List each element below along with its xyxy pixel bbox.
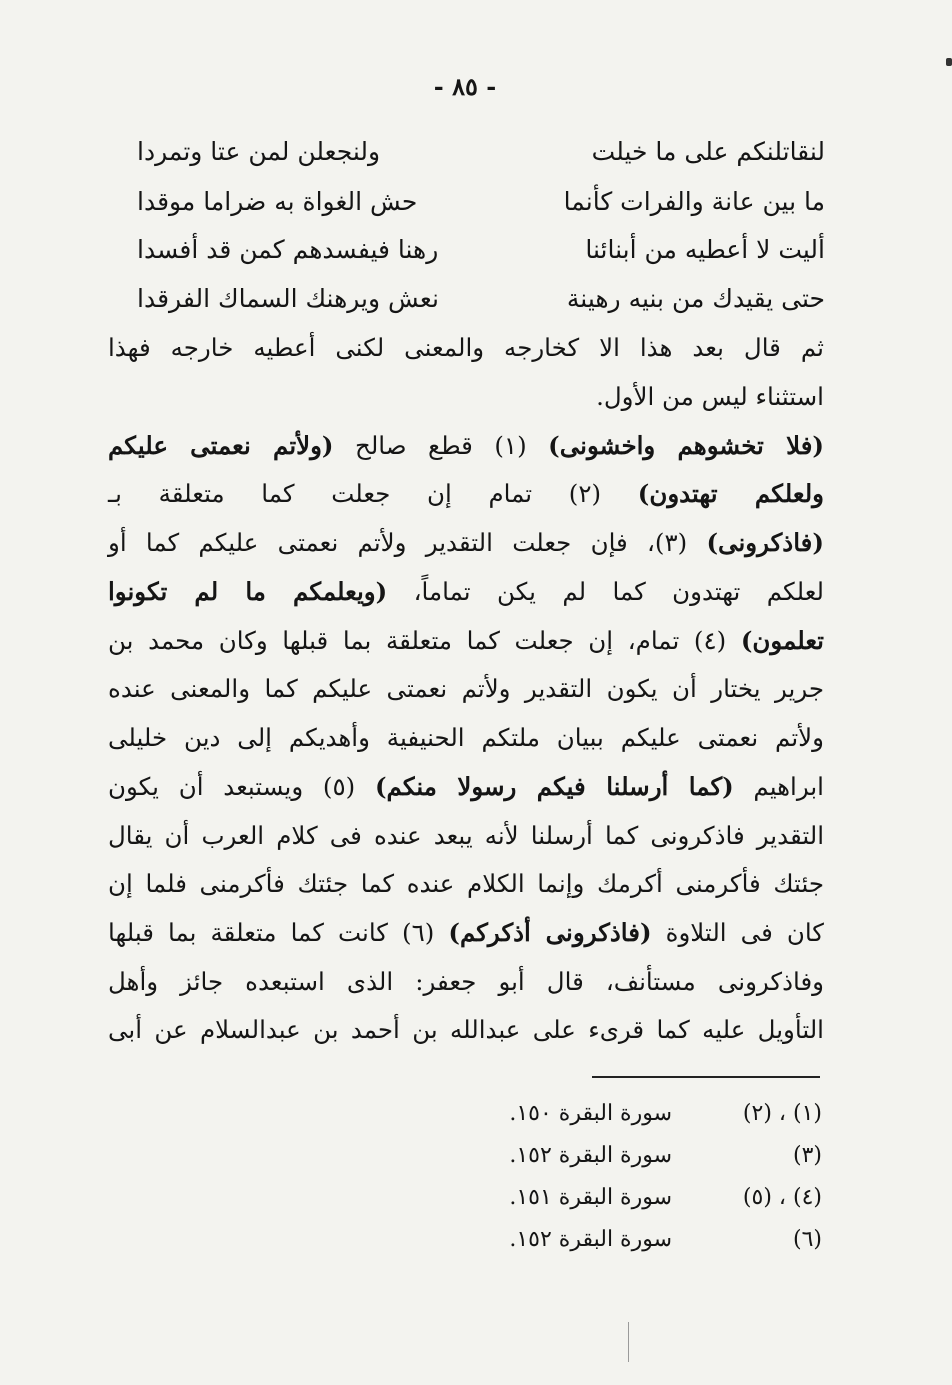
prose-text: (٤) تمام، إن جعلت كما متعلقة بما قبلها وكان محمد بن xyxy=(108,626,741,655)
poem-verse xyxy=(125,275,825,323)
prose-text: (٣)، فإن جعلت التقدير ولأتم نعمتى عليكم كما أو xyxy=(108,528,707,557)
prose-line xyxy=(108,1006,824,1055)
footnote-text: سورة البقرة ١٥١. xyxy=(509,1185,672,1210)
quran-quote: (كما أرسلنا فيكم رسولا منكم) xyxy=(374,772,734,801)
verse-first-hemistich: حتى يقيدك من بنيه رهينة xyxy=(566,284,825,313)
prose-line xyxy=(108,373,824,422)
prose-text: (٦) كانت كما متعلقة بما قبلها xyxy=(108,918,449,947)
prose-line xyxy=(108,860,824,909)
prose-text: وفاذكرونى مستأنف، قال أبو جعفر: الذى استبعده جائز وأهل xyxy=(108,967,824,996)
prose-text: التقدير فاذكرونى كما أرسلنا لأنه يبعد عنده فى كلام العرب أن يقال xyxy=(108,821,824,850)
quran-quote: (ولأتم نعمتى عليكم xyxy=(108,431,334,460)
prose-line xyxy=(108,665,824,714)
footnote xyxy=(460,1136,822,1176)
verse-second-hemistich: ولنجعلن لمن عتا وتمردا xyxy=(137,137,381,166)
footnote-ref: (٦) xyxy=(792,1227,822,1252)
prose-line xyxy=(108,714,824,763)
verse-second-hemistich: نعش ويرهنك السماك الفرقدا xyxy=(137,284,439,313)
footnote xyxy=(460,1094,822,1134)
footnote xyxy=(460,1178,822,1218)
scan-speck xyxy=(946,58,952,66)
prose-line xyxy=(108,909,824,958)
prose-text: (٢) تمام إن جعلت كما متعلقة بـ xyxy=(108,479,638,508)
prose-line xyxy=(108,617,824,666)
verse-first-hemistich: ما بين عانة والفرات كأنما xyxy=(563,187,825,216)
page-number: - ٨٥ - xyxy=(433,72,497,101)
footnote-text: سورة البقرة ١٥٢. xyxy=(509,1227,672,1252)
prose-line xyxy=(108,958,824,1007)
prose-text: التأويل عليه كما قرىء على عبدالله بن أحمد بن عبدالسلام عن أبى xyxy=(108,1015,824,1044)
prose-text: ثم قال بعد هذا الا كخارجه والمعنى لكنى أعطيه خارجه فهذا xyxy=(108,333,824,362)
footnote-ref: (٣) xyxy=(792,1143,822,1168)
footnote-ref: (٤) ، (٥) xyxy=(742,1185,822,1210)
quran-quote: (فاذكرونى أذكركم) xyxy=(448,918,652,947)
verse-first-hemistich: أليت لا أعطيه من أبنائنا xyxy=(585,235,825,264)
prose-text: (١) قطع صالح xyxy=(333,431,549,460)
scan-mark xyxy=(628,1322,629,1362)
footnote-text: سورة البقرة ١٥٠. xyxy=(509,1101,672,1126)
prose-text: كان فى التلاوة xyxy=(651,918,824,947)
prose-line xyxy=(108,422,824,471)
prose-text: ولأتم نعمتى عليكم ببيان ملتكم الحنيفية وأهديكم إلى دين خليلى xyxy=(108,723,824,752)
verse-second-hemistich: رهنا فيفسدهم كمن قد أفسدا xyxy=(137,235,439,264)
prose-text: ابراهيم xyxy=(733,772,824,801)
prose-line xyxy=(108,519,824,568)
footnote-ref: (١) ، (٢) xyxy=(742,1101,822,1126)
prose-line xyxy=(108,470,824,519)
verse-first-hemistich: لنقاتلنكم على ما خيلت xyxy=(591,137,825,166)
footnote xyxy=(460,1220,822,1260)
poem-verse xyxy=(125,226,825,274)
quran-quote: ولعلكم تهتدون) xyxy=(637,479,824,508)
prose-text: استثناء ليس من الأول. xyxy=(596,382,824,411)
poem-verse xyxy=(125,178,825,226)
prose-text: جئتك فأكرمنى أكرمك وإنما الكلام عنده كما جئتك فأكرمنى فلما إن xyxy=(108,869,824,898)
prose-line xyxy=(108,324,824,373)
prose-text: (٥) ويستبعد أن يكون xyxy=(108,772,375,801)
quran-quote: (فاذكرونى) xyxy=(706,528,824,557)
prose-line xyxy=(108,568,824,617)
prose-text: لعلكم تهتدون كما لم يكن تماماً، xyxy=(387,577,824,606)
prose-line xyxy=(108,763,824,812)
prose-line xyxy=(108,812,824,861)
footnote-text: سورة البقرة ١٥٢. xyxy=(509,1143,672,1168)
quran-quote: (ويعلمكم ما لم تكونوا xyxy=(108,577,388,606)
poem-verse xyxy=(125,128,825,176)
quran-quote: تعلمون) xyxy=(740,626,824,655)
prose-text: جرير يختار أن يكون التقدير ولأتم نعمتى عليكم كما والمعنى عنده xyxy=(108,674,824,703)
quran-quote: (فلا تخشوهم واخشونى) xyxy=(548,431,824,460)
footnote-separator xyxy=(592,1076,820,1078)
verse-second-hemistich: حش الغواة به ضراما موقدا xyxy=(137,187,418,216)
